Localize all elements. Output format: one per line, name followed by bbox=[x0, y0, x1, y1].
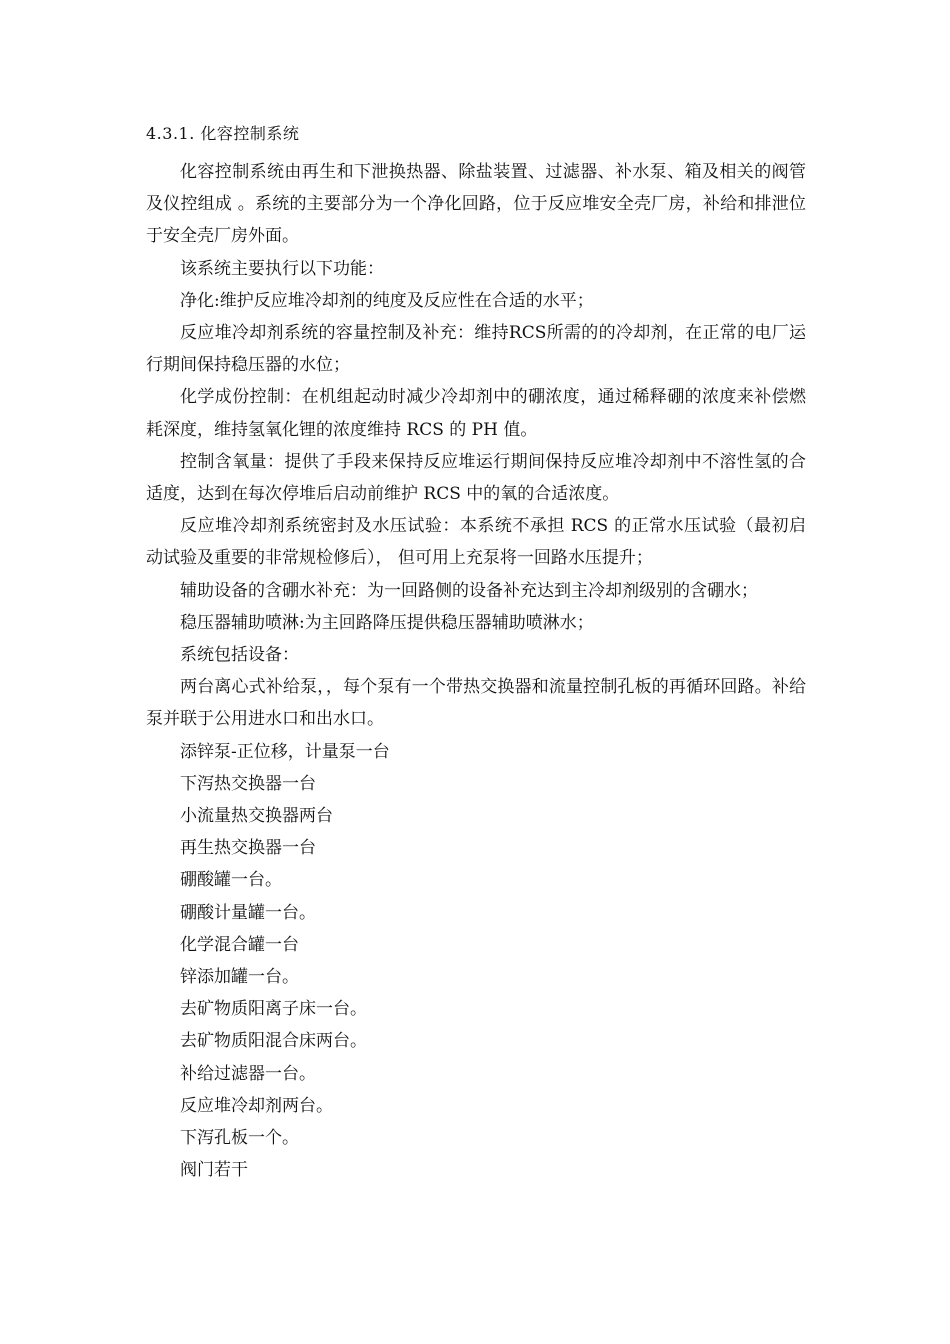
paragraph-functions-intro: 该系统主要执行以下功能： bbox=[180, 258, 384, 279]
list-item: 下泻孔板一个。 bbox=[180, 1128, 299, 1149]
list-item: 去矿物质阳混合床两台。 bbox=[180, 1031, 367, 1052]
paragraph-charging-pumps: 两台离心式补给泵，，每个泵有一个带热交换器和流量控制孔板的再循环回路。补给泵并联于公用进水口和出水口。 bbox=[146, 677, 806, 730]
paragraph-seal-pressure-test: 反应堆冷却剂系统密封及水压试验：本系统不承担 RCS 的正常水压试验（最初启动试验及重要的非常规检修后）， 但可用上充泵将一回路水压提升； bbox=[146, 516, 806, 569]
list-item: 再生热交换器一台 bbox=[180, 838, 316, 859]
list-item: 添锌泵-正位移，计量泵一台 bbox=[180, 741, 390, 762]
paragraph-boron-makeup: 辅助设备的含硼水补充：为一回路侧的设备补充达到主冷却剂级别的含硼水； bbox=[180, 580, 758, 601]
list-item: 小流量热交换器两台 bbox=[180, 806, 333, 827]
paragraph-equipment-intro: 系统包括设备： bbox=[180, 645, 299, 666]
list-item: 反应堆冷却剂两台。 bbox=[180, 1095, 333, 1116]
equipment-list bbox=[146, 736, 806, 1187]
list-item: 硼酸计量罐一台。 bbox=[180, 902, 316, 923]
paragraph-overview: 化容控制系统由再生和下泄换热器、除盐装置、过滤器、补水泵、箱及相关的阀管及仪控组成 。系统的主要部分为一个净化回路，位于反应堆安全壳厂房，补给和排泄位于安全壳厂房外面。 bbox=[146, 162, 806, 247]
paragraph-oxygen-control: 控制含氧量：提供了手段来保持反应堆运行期间保持反应堆冷却剂中不溶性氢的合适度，达到在每次停堆后启动前维护 RCS 中的氧的合适浓度。 bbox=[146, 451, 806, 505]
paragraph-volume-control: 反应堆冷却剂系统的容量控制及补充：维持RCS所需的的冷却剂，在正常的电厂运行期间保持稳压器的水位； bbox=[146, 323, 806, 376]
paragraph-purification: 净化:维护反应堆冷却剂的纯度及反应性在合适的水平； bbox=[180, 290, 594, 311]
section-heading: 4.3.1. 化容控制系统 bbox=[146, 124, 300, 143]
list-item: 补给过滤器一台。 bbox=[180, 1063, 316, 1084]
paragraph-pressurizer-spray: 稳压器辅助喷淋:为主回路降压提供稳压器辅助喷淋水； bbox=[180, 612, 594, 633]
list-item: 化学混合罐一台 bbox=[180, 934, 299, 955]
paragraph-chemistry-control: 化学成份控制：在机组起动时减少冷却剂中的硼浓度，通过稀释硼的浓度来补偿燃耗深度，维持氢氧化锂的浓度维持 RCS 的 PH 值。 bbox=[146, 387, 806, 440]
list-item: 去矿物质阳离子床一台。 bbox=[180, 999, 367, 1020]
list-item: 下泻热交换器一台 bbox=[180, 773, 316, 794]
list-item: 硼酸罐一台。 bbox=[180, 870, 282, 891]
list-item: 锌添加罐一台。 bbox=[180, 967, 299, 988]
body-text bbox=[146, 156, 806, 1187]
list-item: 阀门若干 bbox=[180, 1160, 248, 1181]
